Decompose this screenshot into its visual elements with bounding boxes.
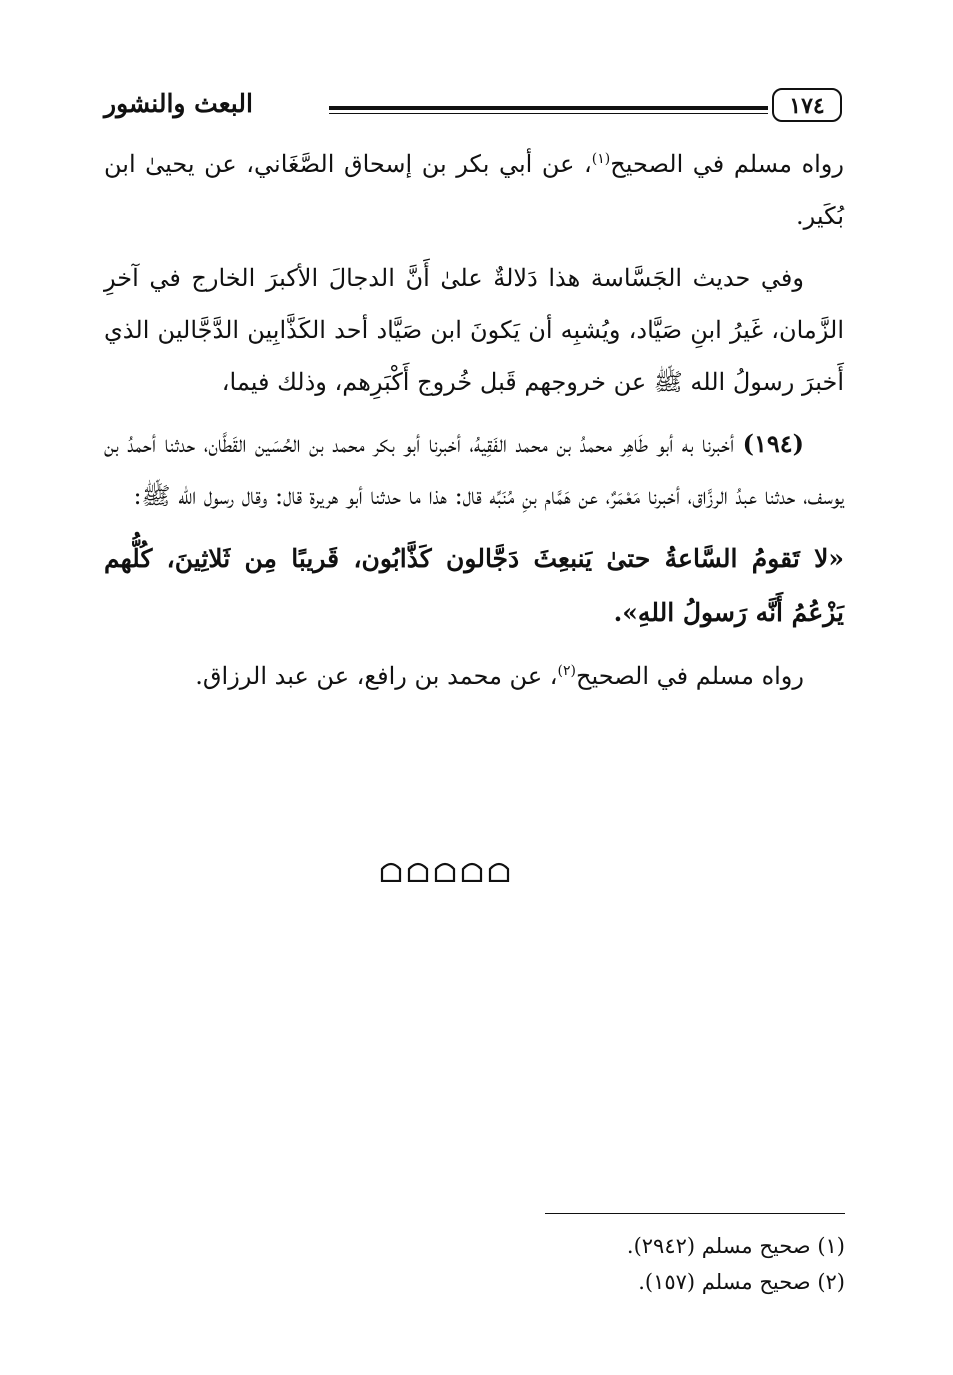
- footnote-2: (٢) صحيح مسلم (١٥٧).: [638, 1270, 845, 1294]
- paragraph-4-rest: ، عن محمد بن رافع، عن عبد الرزاق.: [195, 662, 558, 690]
- arch-ornament-icon: [461, 858, 483, 882]
- arch-ornament-icon: [434, 858, 456, 882]
- header-rule-thick: [329, 106, 768, 110]
- main-text: [104, 138, 844, 712]
- paragraph-1-rest: ، عن أبي بكر بن إسحاق الصَّغَاني، عن يحيىٰ ابن بُكَير.: [104, 150, 844, 230]
- footnote-separator: [545, 1213, 845, 1214]
- footnote-ref-1[interactable]: (١): [591, 151, 611, 167]
- book-title: البعث والنشور: [104, 89, 253, 118]
- footnote-ref-2[interactable]: (٢): [557, 663, 576, 679]
- footnotes: [545, 1228, 845, 1300]
- page-header: [104, 86, 848, 126]
- paragraph-3: [104, 418, 844, 522]
- hadith-text: «لا تَقومُ السَّاعةُ حتىٰ يَنبعِثَ دَجَّالون كَذَّابُون، قَريبًا مِن ثَلاثِينَ، كُلُّهم يَزْعُمُ أَنَّه رَسولُ اللهِ».: [104, 544, 844, 627]
- hadith-number: (١٩٤): [742, 429, 804, 458]
- paragraph-3-text: أخبرنا به أبو طَاهِر محمدُ بن محمد الفَقِيهُ، أخبرنا أبو بكر محمد بن الحُسَين القَطَّان، حدثنا أحمدُ بن يوسف، حدثنا عبدُ الرزَّاق، أخبرنا مَعْمَرٌ، عن هَمَّام بنِ مُنَبِّه قال: هذا ما حدثنا أبو هريرة قال: وقال رسول الله ﷺ:: [104, 430, 844, 510]
- header-rule-thin: [329, 113, 768, 114]
- section-end-ornament: [380, 858, 510, 884]
- paragraph-1: [104, 138, 844, 242]
- arch-ornament-icon: [407, 858, 429, 882]
- arch-ornament-icon: [380, 858, 402, 882]
- footnote-1: (١) صحيح مسلم (٢٩٤٢).: [626, 1234, 845, 1258]
- paragraph-4-text: رواه مسلم في الصحيح: [576, 662, 804, 690]
- arch-ornament-icon: [488, 858, 510, 882]
- page-number: ١٧٤: [772, 88, 842, 122]
- paragraph-1-text: رواه مسلم في الصحيح: [610, 150, 844, 178]
- paragraph-2: وفي حديث الجَسَّاسة هذا دَلالةٌ علىٰ أَنَّ الدجالَ الأكبرَ الخارج في آخرِ الزَّمان، غَيرُ ابنِ صَيَّاد، ويُشبِه أن يَكونَ ابن صَيَّاد أحد الكَذَّابِين الدَّجَّالين الذي أَخبرَ رسولُ الله ﷺ عن خروجهم قَبل خُروج أَكْبَرِهم، وذلك فيما،: [104, 264, 844, 396]
- paragraph-4: [104, 650, 844, 702]
